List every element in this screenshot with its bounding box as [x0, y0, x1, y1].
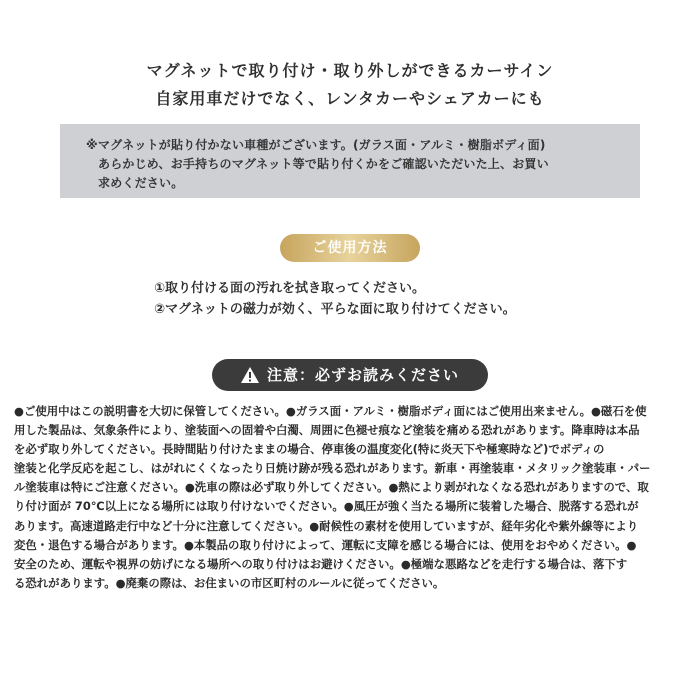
- notice-line-3: 求めください。: [98, 176, 184, 190]
- usage-step-1: ①取り付ける面の汚れを拭き取ってください。: [154, 281, 426, 296]
- caution-line: ル塗装車は特にご注意ください。●洗車の際は必ず取り外してください。●熱により剥がれなくなる恐れがありますので、取: [14, 480, 649, 495]
- caution-line: あります。高速道路走行中など十分に注意してください。●耐候性の素材を使用していますが、経年劣化や紫外線等により: [14, 518, 639, 533]
- caution-line: ●ご使用中はこの説明書を大切に保管してください。●ガラス面・アルミ・樹脂ボディ面にはご使用出来ません。●磁石を使: [14, 404, 647, 418]
- caution-body: [14, 402, 686, 593]
- usage-heading: ご使用方法: [280, 234, 420, 262]
- caution-heading: [212, 359, 488, 391]
- caution-line: を必ず取り外してください。長時間貼り付けたままの場合、停車後の温度変化(特に炎天下や極寒時など)でボディの: [14, 442, 605, 457]
- headline-line-2: 自家用車だけでなく、レンタカーやシェアカーにも: [155, 89, 545, 108]
- warning-icon: [241, 367, 259, 383]
- caution-line: 用した製品は、気象条件により、塗装面への固着や白濁、周囲に色褪せ痕など塗装を痛める恐れがあります。降車時は本品: [14, 423, 640, 438]
- caution-line: 安全のため、運転や視界の妨げになる場所への取り付けはお避けください。●極端な悪路などを走行する場合は、落下す: [14, 556, 628, 571]
- notice-line-1: ※マグネットが貼り付かない車種がございます。(ガラス面・アルミ・樹脂ボディ面): [86, 138, 546, 152]
- caution-title: 注意：必ずお読みください: [266, 366, 459, 384]
- notice-box: [60, 124, 640, 198]
- caution-line: 塗装と化学反応を起こし、はがれにくくなったり日焼け跡が残る恐れがあります。新車・再塗装車・メタリック塗装車・パー: [14, 461, 651, 476]
- notice-line-2: あらかじめ、お手持ちのマグネット等で貼り付くかをご確認いただいた上、お買い: [98, 157, 549, 171]
- headline-line-1: マグネットで取り付け・取り外しができるカーサイン: [146, 61, 554, 80]
- caution-line: り付け面が 70℃以上になる場所には取り付けないでください。●風圧が強く当たる場所に装着した場合、脱落する恐れが: [14, 499, 639, 514]
- caution-line: る恐れがあります。●廃棄の際は、お住まいの市区町村のルールに従ってください。: [14, 575, 445, 590]
- usage-step-2: ②マグネットの磁力が効く、平らな面に取り付けてください。: [154, 302, 516, 317]
- caution-line: 変色・退色する場合があります。●本製品の取り付けによって、運転に支障を感じる場合には、使用をおやめください。●: [14, 537, 637, 552]
